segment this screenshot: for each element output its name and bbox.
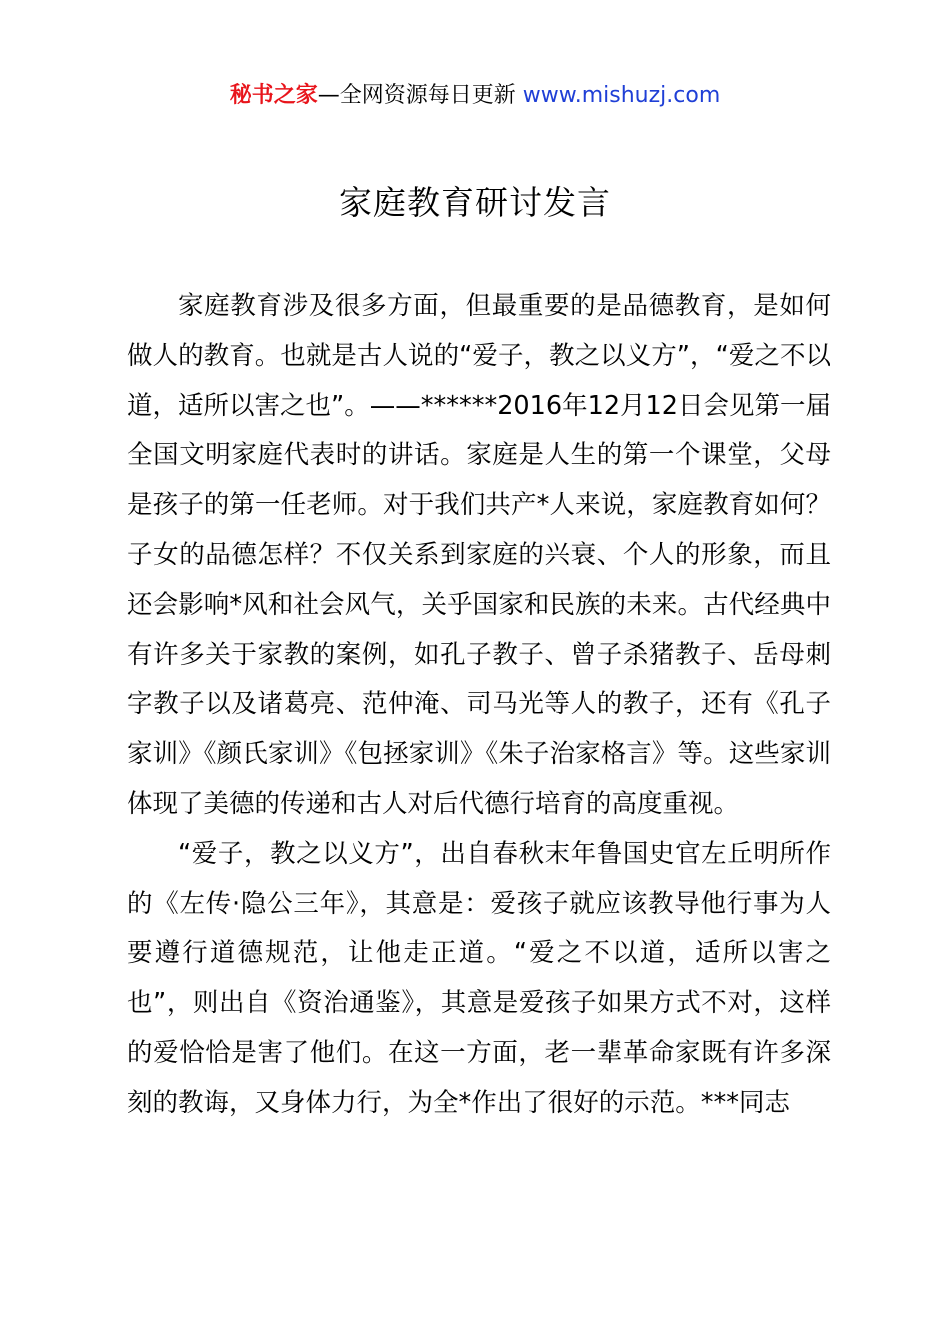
document-body bbox=[127, 282, 831, 1129]
header-tagline: —全网资源每日更新 bbox=[317, 83, 516, 108]
site-url-link[interactable]: www.mishuzj.com bbox=[522, 83, 721, 108]
document-title: 家庭教育研讨发言 bbox=[339, 183, 611, 222]
paragraph-2: “爱子，教之以义方”，出自春秋末年鲁国史官左丘明所作的《左传·隐公三年》，其意是：爱孩子就应该教导他行事为人要遵行道德规范，让他走正道。“爱之不以道，适所以害之也”，则出自《资治通鉴》，其意是爱孩子如果方式不对，这样的爱恰恰是害了他们。在这一方面，老一辈革命家既有许多深刻的教诲，又身体力行，为全*作出了很好的示范。***同志 bbox=[127, 838, 831, 1118]
paragraph-1: 家庭教育涉及很多方面，但最重要的是品德教育，是如何做人的教育。也就是古人说的“爱子，教之以义方”，“爱之不以道，适所以害之也”。——******2016年12月12日会见第一届全国文明家庭代表时的讲话。家庭是人生的第一个课堂，父母是孩子的第一任老师。对于我们共产*人来说，家庭教育如何？子女的品德怎样？不仅关系到家庭的兴衰、个人的形象，而且还会影响*风和社会风气，关乎国家和民族的未来。古代经典中有许多关于家教的案例，如孔子教子、曾子杀猪教子、岳母刺字教子以及诸葛亮、范仲淹、司马光等人的教子，还有《孔子家训》《颜氏家训》《包拯家训》《朱子治家格言》等。这些家训体现了美德的传递和古人对后代德行培育的高度重视。 bbox=[127, 291, 832, 819]
brand-name: 秘书之家 bbox=[229, 83, 318, 108]
site-header bbox=[0, 80, 950, 112]
